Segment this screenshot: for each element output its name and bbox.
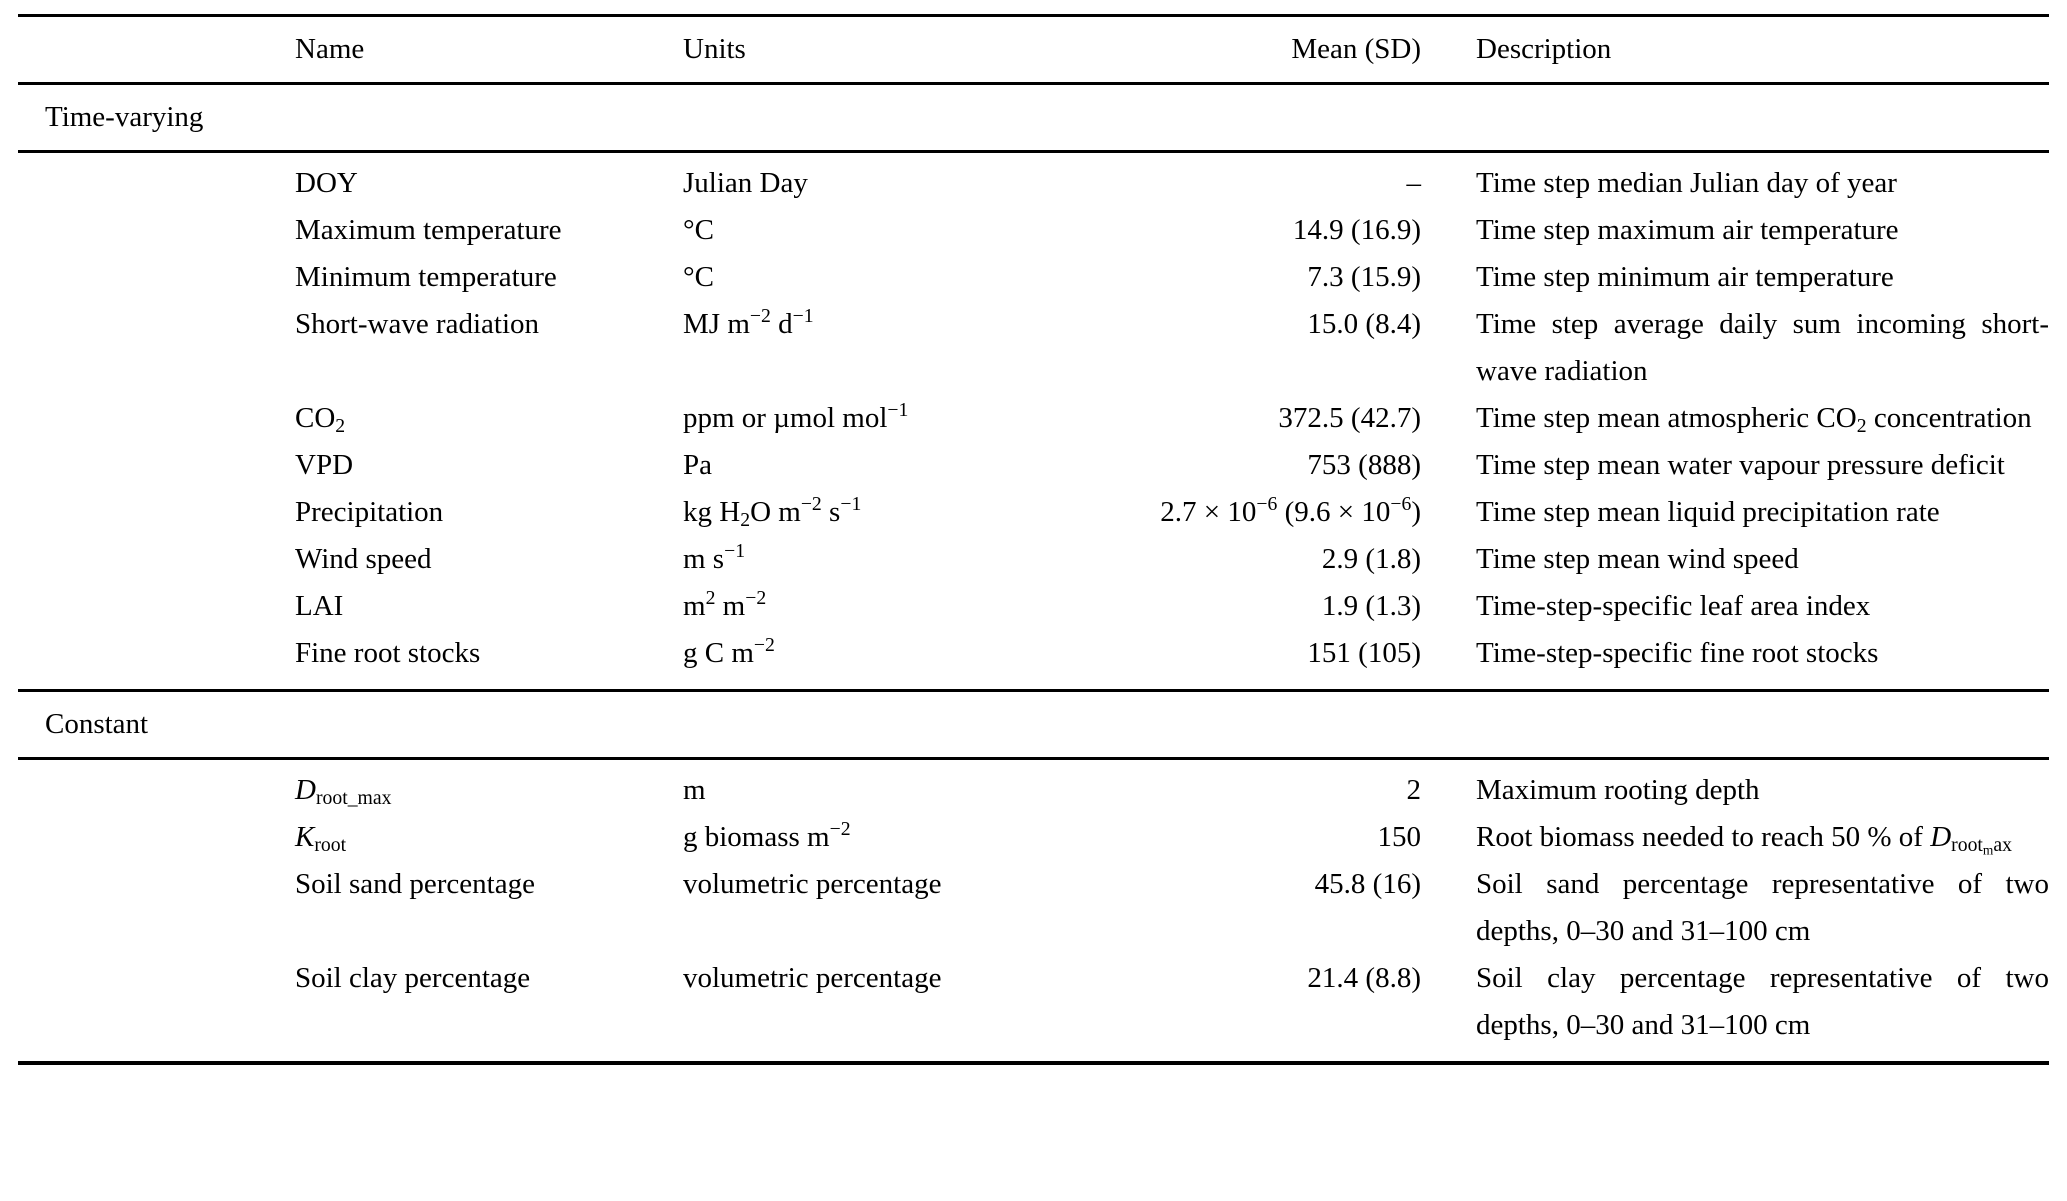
variable-mean-sd: 150 [1377,821,1421,853]
variable-units: Julian Day [683,167,808,199]
variables-table [18,14,2049,1065]
variable-mean-sd: 372.5 (42.7) [1278,402,1421,434]
variable-name: Minimum temperature [295,261,557,293]
variable-mean-sd: 21.4 (8.8) [1307,962,1421,994]
variable-name: Soil clay percentage [295,962,531,994]
table-row [18,861,2049,955]
variable-units: m [683,774,706,806]
row-indent-cell [18,254,295,301]
table-row [18,207,2049,254]
table-row [18,630,2049,691]
variable-description: Maximum rooting depth [1476,774,1760,806]
table-row [18,759,2049,815]
variable-name: Fine root stocks [295,637,481,669]
section-header-row [18,84,2049,152]
header-units: Units [683,16,1055,84]
variable-description: Time step average daily sum incoming short-wave radiation [1476,308,2049,387]
variable-name: DOY [295,167,358,199]
row-indent-cell [18,442,295,489]
table-row [18,301,2049,395]
variable-name: $D_{root\_max}$ [295,774,392,809]
row-indent-cell [18,489,295,536]
variable-description: Root biomass needed to reach 50 % of $D_{root_max}$ [1476,821,2012,858]
variable-units: g biomass $m^{-2}$ [683,818,851,853]
variable-mean-sd: 1.9 (1.3) [1321,590,1421,622]
header-mean-sd: Mean (SD) [1055,16,1421,84]
variable-units: kg $H_2O$ $m^{-2}$ $s^{-1}$ [683,493,862,531]
variable-name: Wind speed [295,543,432,575]
section-label: Constant [18,691,2049,759]
row-indent-cell [18,759,295,815]
variable-mean-sd: $2.7 \times 10^{-6}$ $(9.6 \times 10^{-6})$ [1160,493,1421,528]
variable-units: $m^2$ $m^{-2}$ [683,587,767,622]
variable-mean-sd: 15.0 (8.4) [1307,308,1421,340]
variable-description: Time-step-specific fine root stocks [1476,637,1879,669]
variable-mean-sd: 2 [1406,774,1421,806]
section-header-row [18,691,2049,759]
variable-name: LAI [295,590,344,622]
variable-units: g C $m^{-2}$ [683,634,775,669]
table-row [18,814,2049,861]
row-indent-cell [18,583,295,630]
variable-description: Time step mean atmospheric $CO_2$ concentration [1476,402,2032,437]
variable-mean-sd: 45.8 (16) [1314,868,1421,900]
variable-mean-sd: 753 (888) [1307,449,1421,481]
section-time-varying [18,84,2049,691]
table-row [18,955,2049,1063]
variable-description: Soil sand percentage representative of two depths, 0–30 and 31–100 cm [1476,868,2049,947]
row-indent-cell [18,955,295,1063]
variable-description: Time step mean wind speed [1476,543,1799,575]
variable-description: Time step mean water vapour pressure deficit [1476,449,2005,481]
row-indent-cell [18,536,295,583]
variable-description: Soil clay percentage representative of two depths, 0–30 and 31–100 cm [1476,962,2049,1041]
variable-name: $K_{root}$ [295,821,347,856]
table-row [18,254,2049,301]
variable-name: Soil sand percentage [295,868,535,900]
table-row [18,442,2049,489]
variable-units: ppm or µmol mol$^{-1}$ [683,399,909,434]
header-description: Description [1421,16,2049,84]
row-indent-cell [18,630,295,691]
variable-name: Maximum temperature [295,214,562,246]
variable-description: Time step mean liquid precipitation rate [1476,496,1940,528]
variable-units: volumetric percentage [683,868,942,900]
variable-mean-sd: 2.9 (1.8) [1321,543,1421,575]
row-indent-cell [18,301,295,395]
variable-mean-sd: 151 (105) [1307,637,1421,669]
variable-units: MJ $m^{-2}$ $d^{-1}$ [683,305,814,340]
variable-mean-sd: 7.3 (15.9) [1307,261,1421,293]
variable-name: VPD [295,449,354,481]
section-label: Time-varying [18,84,2049,152]
variable-mean-sd: 14.9 (16.9) [1292,214,1421,246]
variable-mean-sd: – [1406,167,1421,199]
table-row [18,152,2049,208]
variable-name: Short-wave radiation [295,308,540,340]
row-indent-cell [18,207,295,254]
variable-description: Time step maximum air temperature [1476,214,1899,246]
row-indent-cell [18,395,295,442]
section-constant [18,691,2049,1064]
row-indent-cell [18,152,295,208]
variable-description: Time step median Julian day of year [1476,167,1897,199]
variable-description: Time-step-specific leaf area index [1476,590,1871,622]
variable-units: °C [683,261,714,293]
variable-units: volumetric percentage [683,962,942,994]
table-row [18,583,2049,630]
row-indent-cell [18,814,295,861]
table-row [18,395,2049,442]
table-row [18,489,2049,536]
variable-name: $CO_2$ [295,402,346,437]
variable-name: Precipitation [295,496,444,528]
variable-units: °C [683,214,714,246]
header-empty-cell [18,16,295,84]
header-name: Name [295,16,683,84]
header-row [18,16,2049,84]
variable-units: Pa [683,449,712,481]
table-row [18,536,2049,583]
variable-description: Time step minimum air temperature [1476,261,1894,293]
variable-units: m $s^{-1}$ [683,540,746,575]
row-indent-cell [18,861,295,955]
